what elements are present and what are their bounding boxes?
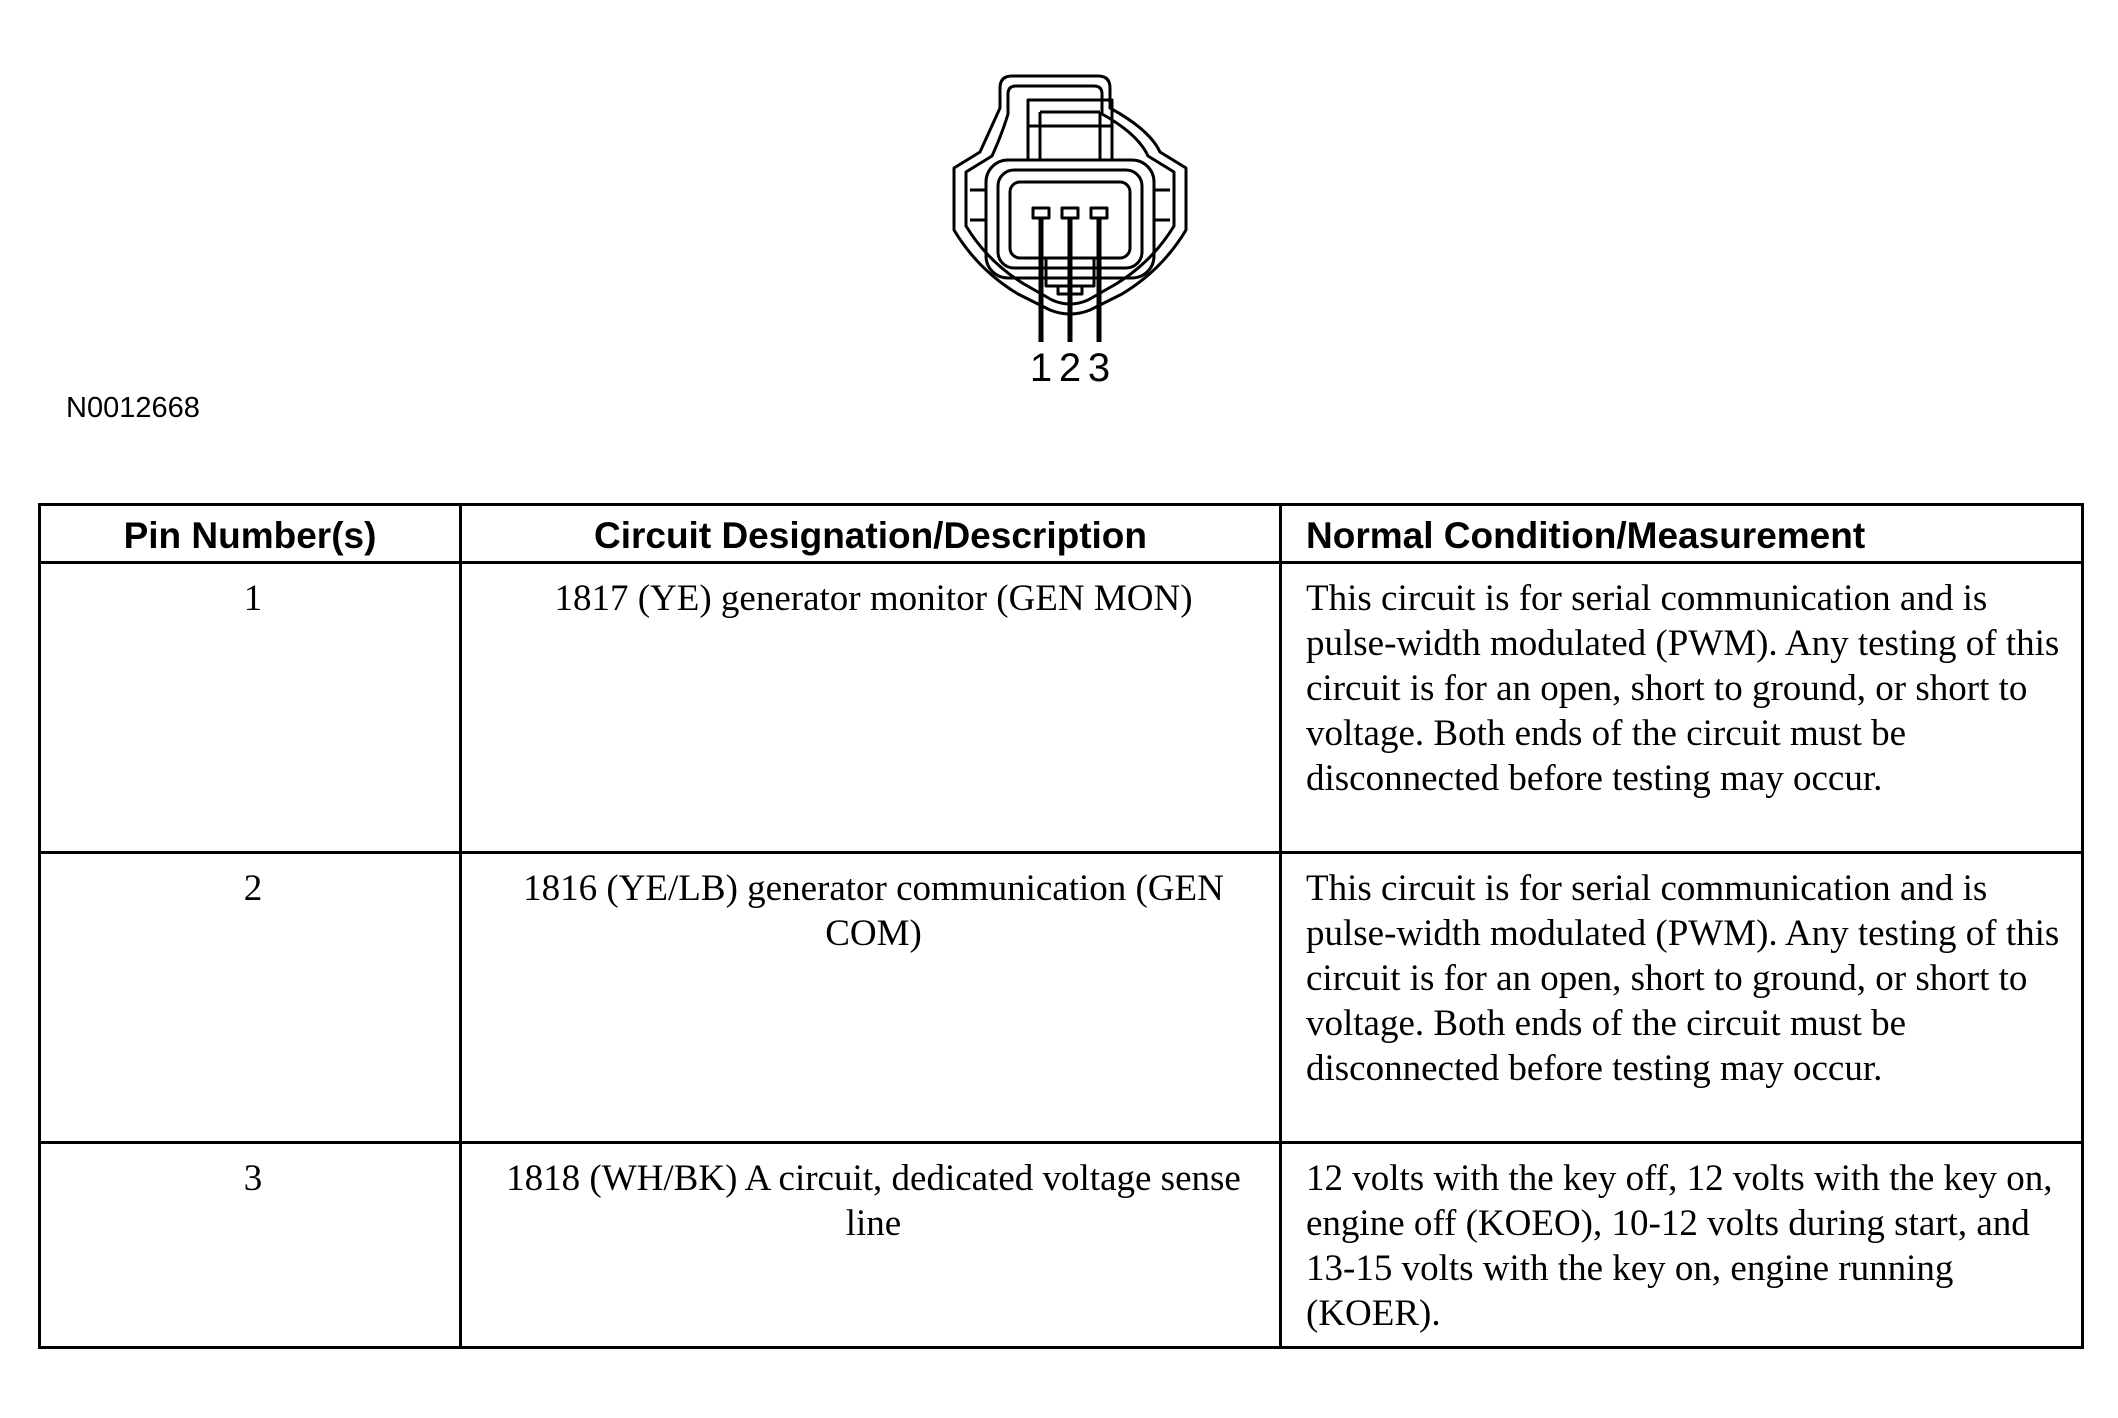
pin-table — [38, 503, 2084, 1349]
cell-circuit-description: 1818 (WH/BK) A circuit, dedicated voltage sense line — [461, 1143, 1281, 1348]
table-row — [40, 1143, 2083, 1348]
table-row — [40, 563, 2083, 853]
pin-label-1: 1 — [1029, 346, 1053, 390]
pin-label-3: 3 — [1087, 346, 1111, 390]
pin-slot-1 — [1033, 208, 1049, 218]
header-pin-number: Pin Number(s) — [40, 505, 461, 563]
cell-normal-condition: This circuit is for serial communication and is pulse-width modulated (PWM). Any testing of this circuit is for an open, short to ground, or short to voltage. Both ends of the circuit must be disconnected before testing may occur. — [1281, 853, 2083, 1143]
cell-normal-condition: 12 volts with the key off, 12 volts with the key on, engine off (KOEO), 10-12 volts during start, and 13-15 volts with the key on, engine running (KOER). — [1281, 1143, 2083, 1348]
pin-label-2: 2 — [1058, 346, 1082, 390]
table-row — [40, 853, 2083, 1143]
cell-circuit-description: 1816 (YE/LB) generator communication (GEN COM) — [461, 853, 1281, 1143]
figure-id: N0012668 — [66, 392, 200, 424]
cell-circuit-description: 1817 (YE) generator monitor (GEN MON) — [461, 563, 1281, 853]
pin-slot-2 — [1062, 208, 1078, 218]
cell-pin-number: 2 — [40, 853, 461, 1143]
pin-slot-3 — [1091, 208, 1107, 218]
cell-normal-condition: This circuit is for serial communication and is pulse-width modulated (PWM). Any testing of this circuit is for an open, short to ground, or short to voltage. Both ends of the circuit must be disconnected before testing may occur. — [1281, 563, 2083, 853]
table-header-row — [40, 505, 2083, 563]
cell-pin-number: 1 — [40, 563, 461, 853]
header-normal-condition: Normal Condition/Measurement — [1281, 505, 2083, 563]
cell-pin-number: 3 — [40, 1143, 461, 1348]
header-circuit-designation: Circuit Designation/Description — [461, 505, 1281, 563]
